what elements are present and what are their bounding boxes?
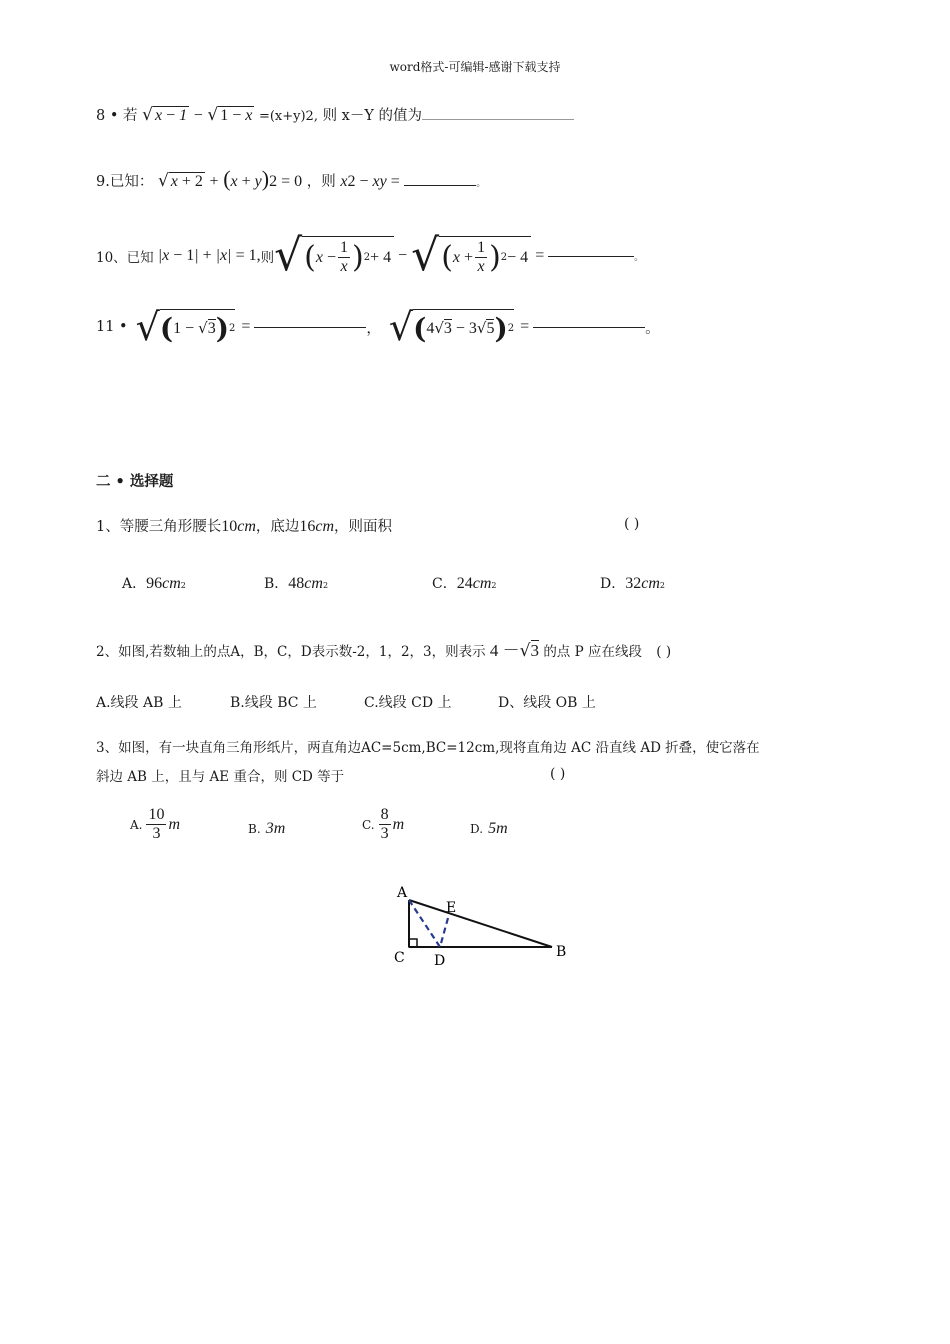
fold-line-ad	[409, 900, 440, 947]
page-header: word格式-可编辑-感谢下载支持	[389, 60, 561, 74]
sqrt-icon: √	[519, 641, 531, 661]
c3-option-b: B. 3m	[248, 820, 286, 837]
c2-option-a: A.线段 AB 上	[96, 695, 182, 711]
q10-number: 10、已知	[96, 250, 154, 266]
c1-unit-1: cm	[237, 518, 256, 535]
c1-unit-2: cm	[315, 518, 335, 535]
c2-option-b: B.线段 BC 上	[230, 695, 317, 711]
q8-rhs: =(x+y)2,	[258, 109, 318, 124]
label-d: D	[434, 953, 446, 969]
segment-de	[440, 918, 448, 947]
question-8: 8 • 若 √ x − 1 − √ 1 − x =(x+y)2, 则 x－Y 的值为	[96, 104, 574, 125]
c1-value-1: 10	[221, 518, 238, 535]
q10-sqrt-1: √ ( x − $\frac{1}{x}$ ) 2 + 4	[274, 234, 394, 278]
q10-sqrt-2: √ ( x + $\frac{1}{x}$ ) 2 − 4	[411, 234, 531, 278]
q8-prefix: 若	[123, 108, 138, 124]
q9-sqrt: √ x + 2	[157, 171, 203, 191]
q11-sqrt-1: √ ( 1 − √3 ) 2	[135, 305, 236, 349]
q10-answer-blank	[548, 256, 634, 257]
q11-separator: ，	[366, 320, 381, 337]
c1-value-2: 16	[299, 518, 316, 535]
q8-sqrt-1: √ x − 1	[142, 105, 188, 125]
q8-number: 8 •	[96, 108, 119, 124]
q8-ask: 则 x－Y 的值为	[322, 108, 423, 124]
label-b: B	[556, 944, 567, 960]
c3-line-2: 斜边 AB 上，且与 AE 重合，则 CD 等于	[96, 769, 345, 785]
c3-option-d: D. 5m	[470, 820, 508, 837]
c2-option-c: C.线段 CD 上	[364, 695, 452, 711]
c2-option-d: D、线段 OB 上	[498, 695, 596, 711]
q9-expression: x2 − xy =	[340, 173, 400, 190]
side-ab	[409, 900, 552, 947]
c1-text-b: ，底边	[255, 519, 300, 535]
c2-text: 2、如图,若数轴上的点A，B，C，D表示数-2，1，2，3，则表示	[96, 644, 486, 660]
c3-answer-paren: ( )	[550, 766, 566, 782]
q11-answer-blank-2	[533, 327, 645, 328]
label-a: A	[397, 885, 408, 901]
c1-answer-paren: ( )	[624, 516, 640, 532]
c3-option-c: C. $\frac{8}{3}$ m	[362, 806, 405, 842]
section-title: 二 • 选择题	[96, 473, 174, 490]
q8-sqrt-2: √ 1 − x	[207, 105, 253, 125]
label-e: E	[446, 900, 457, 916]
c3-option-a: A. $\frac{10}{3}$ m	[130, 806, 181, 842]
q9-square: (x + y)2 = 0	[223, 166, 303, 191]
c1-option-a: A．96cm2	[122, 575, 186, 592]
q9-number: 9.已知：	[96, 174, 154, 190]
q10-then: 则	[260, 250, 275, 266]
label-c: C	[394, 950, 405, 966]
c2-answer-paren: ( )	[656, 644, 672, 660]
c2-expr-b: 3	[530, 641, 540, 660]
question-10: 10、已知 |x − 1| + |x| = 1, 则 √ ( x − $\frac{1}{x}$ ) 2 + 4 − √ ( x + $\frac{1}{x}$ ) 2 − 4 = 。	[96, 230, 644, 281]
q10-condition: |x − 1| + |x| = 1,	[157, 247, 261, 264]
q9-ask: ，则	[306, 174, 336, 190]
q10-period: 。	[634, 252, 644, 263]
c2-text-b: 的点 P 应在线段	[543, 644, 642, 660]
c1-option-b: B．48cm2	[264, 575, 329, 592]
question-11: 11 • √ ( 1 − √3 ) 2 = ， √ ( 4√3 − 3√5 ) 2 = 。	[96, 305, 660, 349]
q11-period: 。	[645, 320, 660, 337]
q11-number: 11 •	[96, 319, 128, 335]
c1-text-a: 1、等腰三角形腰长	[96, 519, 222, 535]
q11-sqrt-2: √ ( 4√3 − 3√5 ) 2	[388, 305, 515, 349]
q11-answer-blank-1	[254, 327, 366, 328]
triangle-figure	[388, 878, 578, 970]
choice-question-1	[96, 515, 392, 536]
q9-period: 。	[476, 179, 486, 189]
c1-option-c: C．24cm2	[432, 575, 497, 592]
c3-line-1: 3、如图，有一块直角三角形纸片，两直角边AC=5cm,BC=12cm,现将直角边 AC 沿直线 AD 折叠，使它落在	[96, 740, 760, 756]
right-angle-mark	[409, 939, 417, 947]
q8-answer-blank	[422, 119, 574, 120]
q9-answer-blank	[404, 185, 476, 186]
c2-expr-a: 4 －	[489, 641, 520, 660]
c1-text-c: ，则面积	[334, 519, 393, 535]
c1-option-d: D．32cm2	[600, 575, 665, 592]
question-9: 9.已知： √ x + 2 + (x + y)2 = 0 ，则 x2 − xy = 。	[96, 166, 486, 191]
choice-question-2	[96, 636, 671, 661]
